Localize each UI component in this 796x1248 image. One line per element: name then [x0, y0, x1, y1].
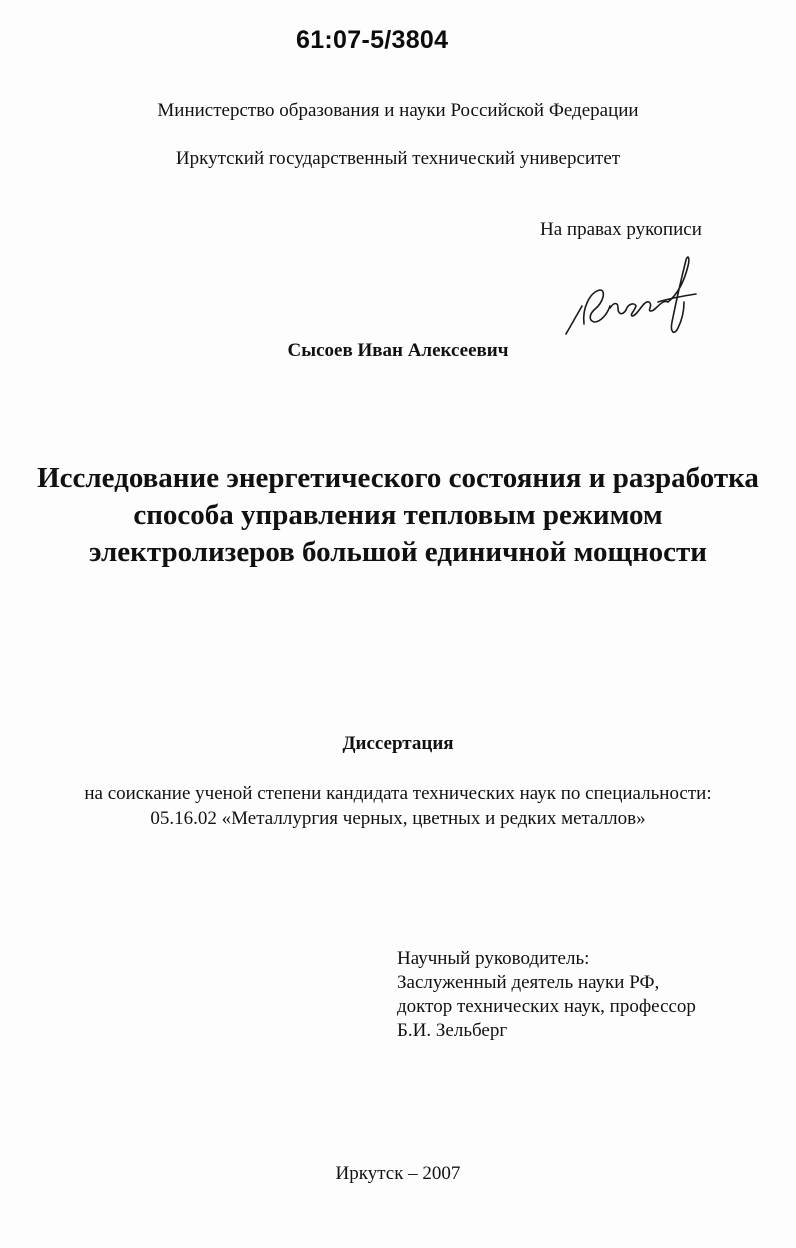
author-signature — [560, 246, 710, 342]
author-name: Сысоев Иван Алексеевич — [287, 340, 509, 361]
city-and-year: Иркутск – 2007 — [335, 1163, 461, 1184]
supervisor-degree: доктор технических наук, профессор — [397, 996, 696, 1017]
title-line: электролизеров большой единичной мощности — [88, 536, 707, 568]
supervisor-name: Б.И. Зельберг — [397, 1020, 508, 1041]
library-stamp-number: 61:07-5/3804 — [296, 26, 449, 54]
supervisor-heading: Научный руководитель: — [397, 948, 590, 969]
manuscript-rights-note: На правах рукописи — [540, 219, 702, 240]
title-line: способа управления тепловым режимом — [133, 499, 663, 531]
degree-line: на соискание ученой степени кандидата технических наук по специальности: — [84, 783, 712, 804]
supervisor-block — [397, 947, 696, 1043]
university-name: Иркутский государственный технический университет — [175, 148, 621, 169]
degree-description — [0, 781, 796, 831]
document-type: Диссертация — [342, 733, 454, 754]
dissertation-title — [0, 460, 796, 571]
degree-line: 05.16.02 «Металлургия черных, цветных и редких металлов» — [150, 808, 646, 829]
supervisor-title: Заслуженный деятель науки РФ, — [397, 972, 660, 993]
ministry-name: Министерство образования и науки Российской Федерации — [157, 100, 639, 121]
title-line: Исследование энергетического состояния и разработка — [37, 462, 759, 494]
